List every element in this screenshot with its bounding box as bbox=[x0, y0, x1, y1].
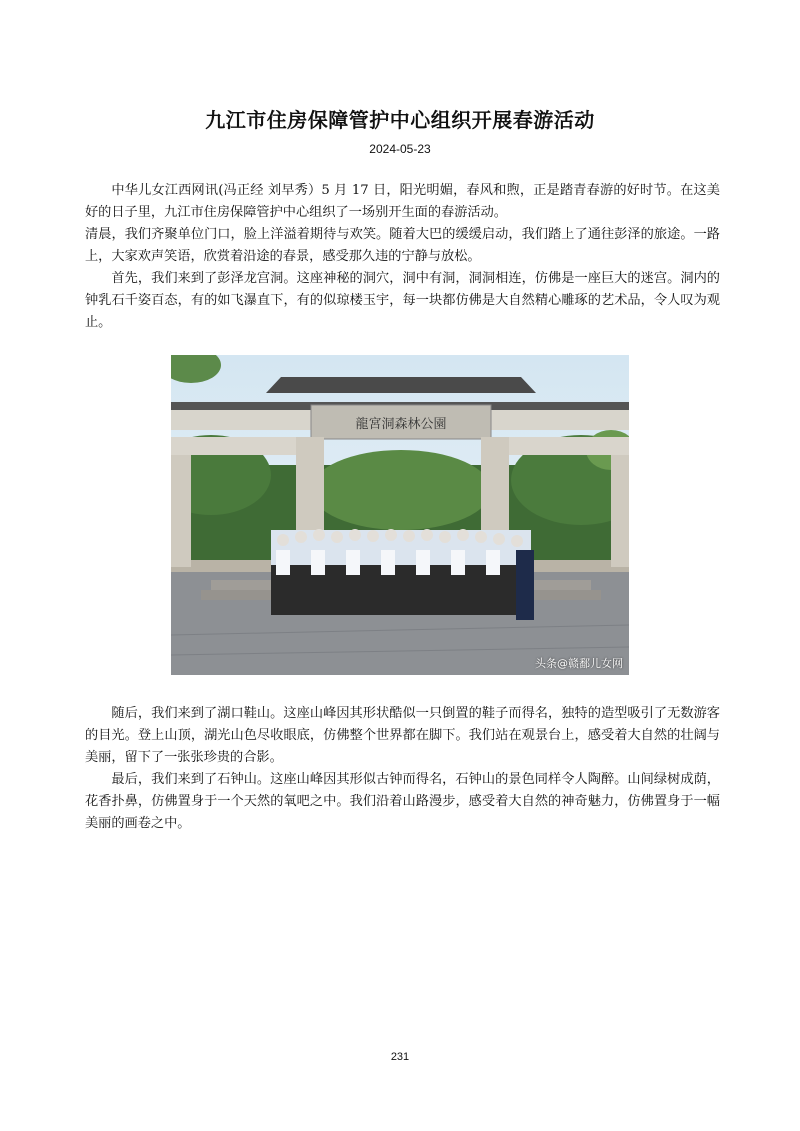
paragraph-shizhongshan: 最后，我们来到了石钟山。这座山峰因其形似古钟而得名，石钟山的景色同样令人陶醉。山间绿树成荫，花香扑鼻，仿佛置身于一个天然的氧吧之中。我们沿着山路漫步，感受着大自然的神奇魅力，仿佛置身于一幅美丽的画卷之中。 bbox=[85, 772, 720, 831]
page-title: 九江市住房保障管护中心组织开展春游活动 bbox=[205, 108, 595, 132]
publish-date: 2024-05-23 bbox=[369, 142, 431, 156]
article-body-top bbox=[85, 180, 720, 334]
page-number: 231 bbox=[390, 1051, 410, 1063]
paragraph-longgong-cave: 首先，我们来到了彭泽龙宫洞。这座神秘的洞穴，洞中有洞，洞洞相连，仿佛是一座巨大的迷宫。洞内的钟乳石千姿百态，有的如飞瀑直下，有的似琼楼玉宇，每一块都仿佛是大自然精心雕琢的艺术品，令人叹为观止。 bbox=[85, 271, 720, 330]
article-body-bottom bbox=[85, 703, 720, 835]
group-photo-illustration bbox=[171, 355, 629, 675]
paragraph-morning: 清晨，我们齐聚单位门口，脸上洋溢着期待与欢笑。随着大巴的缓缓启动，我们踏上了通往彭泽的旅途。一路上，大家欢声笑语，欣赏着沿途的春景，感受那久违的宁静与放松。 bbox=[85, 227, 720, 264]
paragraph-intro: 中华儿女江西网讯(冯正经 刘早秀）5 月 17 日，阳光明媚，春风和煦，正是踏青春游的好时节。在这美好的日子里，九江市住房保障管护中心组织了一场别开生面的春游活动。 bbox=[85, 183, 720, 220]
gate-sign: 龍宮洞森林公園 bbox=[355, 417, 447, 432]
group-of-people bbox=[271, 529, 534, 620]
paragraph-xieshan: 随后，我们来到了湖口鞋山。这座山峰因其形状酷似一只倒置的鞋子而得名，独特的造型吸引了无数游客的目光。登上山顶，湖光山色尽收眼底，仿佛整个世界都在脚下。我们站在观景台上，感受着大自然的壮阔与美丽，留下了一张张珍贵的合影。 bbox=[85, 706, 720, 765]
photo-watermark: 头条@赣鄱儿女网 bbox=[535, 657, 623, 670]
group-photo bbox=[171, 355, 629, 675]
